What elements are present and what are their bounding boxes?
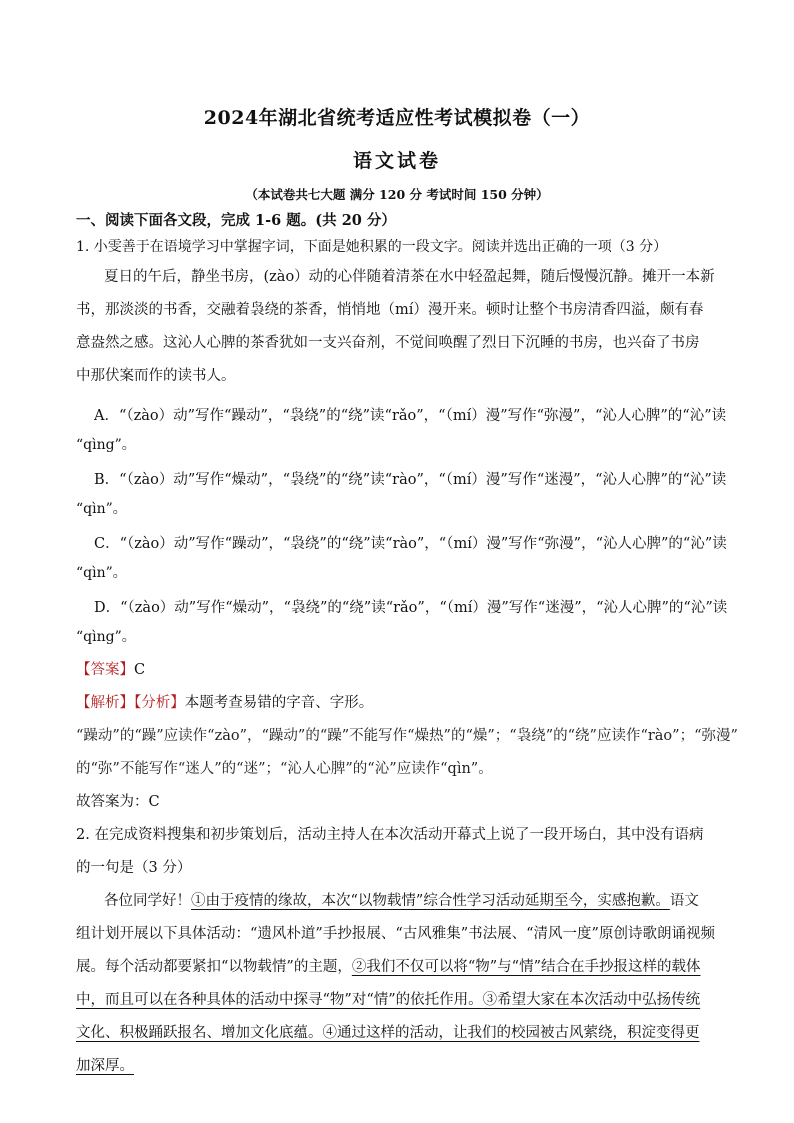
option-d-line1: D．“（zào）动”写作“燥动”，“袅绕”的“绕”读“rǎo”，“（mí）漫”写作“迷漫”，“沁人心脾”的“沁”读	[94, 600, 728, 616]
q2-stem-line2: 的一句是（3 分）	[76, 860, 192, 876]
exam-info: （本试卷共七大题 满分 120 分 考试时间 150 分钟）	[245, 187, 549, 202]
analysis-text: 本题考查易错的字音、字形。	[184, 695, 374, 711]
exam-title: 2024年湖北省统考适应性考试模拟卷（一）	[203, 107, 591, 129]
option-a-line2: “qìng”。	[76, 437, 136, 453]
option-c-line2: “qìn”。	[76, 565, 127, 581]
sentence-2-part2: 中，而且可以在各种具体的活动中探寻“物”对“情”的依托作用。	[76, 992, 483, 1008]
analysis-label: 【解析】【分析】	[76, 695, 185, 711]
q2-passage-line	[76, 984, 722, 1017]
option-b-line1: B．“（zào）动”写作“燥动”，“袅绕”的“绕”读“rào”，“（mí）漫”写作“迷漫”，“沁人心脾”的“沁”读	[94, 472, 727, 488]
answer-label: 【答案】	[76, 662, 134, 678]
analysis-line	[76, 687, 722, 720]
sentence-3-part1: ③希望大家在本次活动中弘扬传统	[482, 992, 701, 1008]
q2-passage-line	[76, 885, 722, 918]
analysis-detail-line: “躁动”的“躁”应读作“zào”，“躁动”的“躁”不能写作“燥热”的“燥”；“袅绕”的“绕”应读作“rào”；“弥漫”	[76, 728, 738, 744]
sentence-1-tail: 语文	[669, 893, 699, 909]
analysis-detail-line: 的“弥”不能写作“迷人”的“迷”；“沁人心脾”的“沁”应读作“qìn”。	[76, 761, 493, 777]
q1-stem: 1. 小雯善于在语境学习中掌握字词，下面是她积累的一段文字。阅读并选出正确的一项（3 分）	[76, 239, 668, 255]
sentence-4-part1: ④通过这样的活动，让我们的校园被古风萦绕，积淀变得更	[322, 1025, 700, 1041]
greeting: 各位同学好！	[104, 893, 191, 909]
answer-value: C	[134, 662, 146, 678]
sentence-4-part2: 加深厚。	[76, 1058, 134, 1074]
mid-text: 展。每个活动都要紧扣“以物载情”的主题，	[76, 959, 352, 975]
sentence-3-part2: 文化、积极踊跃报名、增加文化底蕴。	[76, 1025, 323, 1041]
answer-line	[76, 654, 722, 687]
q2-passage-line	[76, 1017, 722, 1050]
subject-title: 语文试卷	[352, 150, 441, 172]
option-b-line2: “qìn”。	[76, 501, 127, 517]
exam-content	[76, 209, 738, 1083]
q2-stem-line1: 2. 在完成资料搜集和初步策划后，活动主持人在本次活动开幕式上说了一段开场白，其中没有语病	[76, 827, 704, 843]
q1-passage-line: 中那伏案而作的读书人。	[76, 368, 236, 384]
q2-passage-line: 组计划开展以下具体活动：“遗风朴道”手抄报展、“古风雅集”书法展、“清风一度”原创诗歌朗诵视频	[76, 926, 715, 942]
q1-passage-line: 意盎然之感。这沁人心脾的茶香犹如一支兴奋剂，不觉间唤醒了烈日下沉睡的书房，也兴奋了书房	[76, 335, 700, 351]
sentence-1: ①由于疫情的缘故，本次“以物载情”综合性学习活动延期至今，实感抱歉。	[191, 893, 670, 909]
option-c-line1: C．“（zào）动”写作“躁动”，“袅绕”的“绕”读“rào”，“（mí）漫”写作“弥漫”，“沁人心脾”的“沁”读	[94, 536, 727, 552]
q1-passage-line: 夏日的午后，静坐书房，(zào）动的心伴随着清茶在水中轻盈起舞，随后慢慢沉静。摊开一本新	[104, 269, 715, 285]
conclusion-line: 故答案为：C	[76, 794, 160, 810]
option-a-line1: A．“（zào）动”写作“躁动”，“袅绕”的“绕”读“rǎo”，“（mí）漫”写作“弥漫”，“沁人心脾”的“沁”读	[94, 408, 727, 424]
q1-passage-line: 书，那淡淡的书香，交融着袅绕的茶香，悄悄地（mí）漫开来。顿时让整个书房清香四溢，颇有春	[76, 302, 704, 318]
q2-passage-line	[76, 951, 722, 984]
q2-passage-line	[76, 1050, 722, 1083]
section-heading: 一、阅读下面各文段，完成 1-6 题。(共 20 分）	[76, 212, 396, 229]
option-d-line2: “qìng”。	[76, 629, 136, 645]
sentence-2-part1: ②我们不仅可以将“物”与“情”结合在手抄报这样的载体	[351, 959, 701, 975]
